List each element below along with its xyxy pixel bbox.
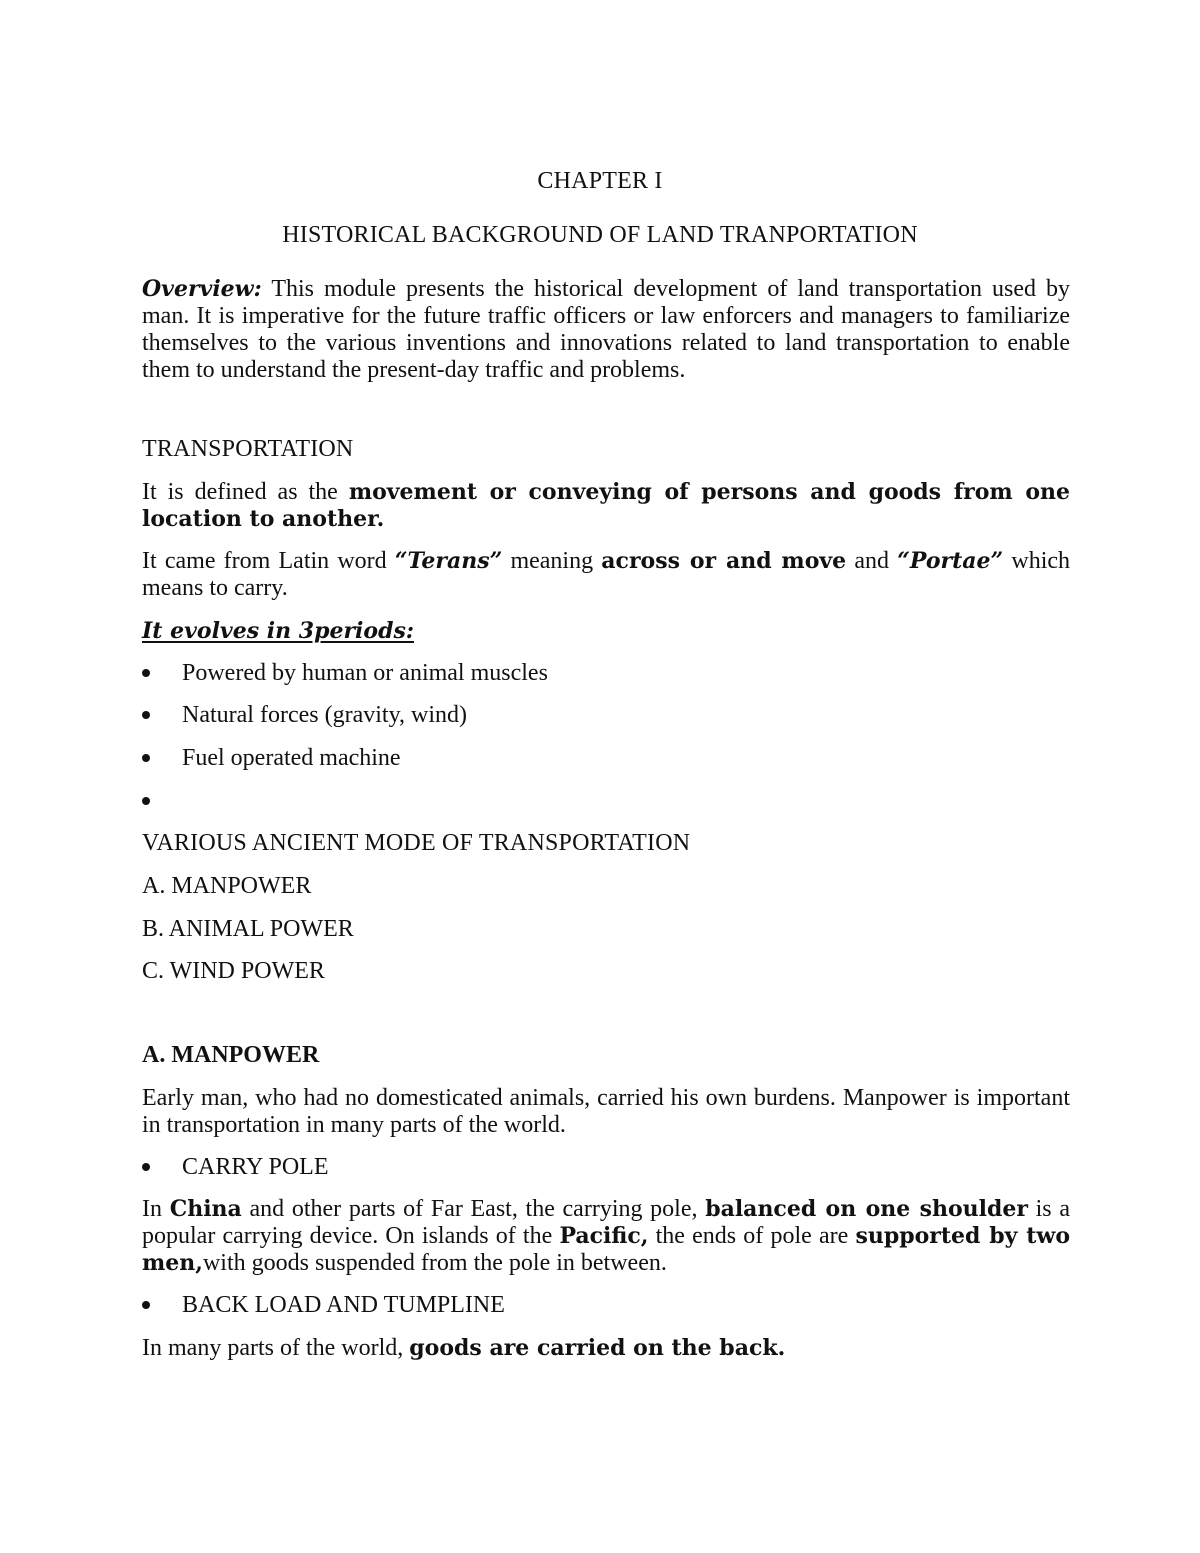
bullet-icon — [142, 754, 150, 762]
back-load-text: In many parts of the world, — [142, 1335, 410, 1361]
period-item — [142, 660, 1070, 687]
carry-pole-heading: CARRY POLE — [182, 1154, 329, 1180]
chapter-heading: CHAPTER I — [537, 168, 663, 194]
origin-bold: across or and move — [601, 548, 847, 574]
carry-pole-item — [142, 1154, 1070, 1181]
carry-pole-bold: supported by two men, — [142, 1223, 1070, 1276]
carry-pole-text: is a popular carrying device. On islands of the — [142, 1196, 1070, 1249]
period-item — [142, 702, 1070, 729]
carry-pole-text: In — [142, 1196, 170, 1222]
mode-item: B. ANIMAL POWER — [142, 916, 354, 942]
period-text: Fuel operated machine — [182, 745, 401, 771]
chapter-title: HISTORICAL BACKGROUND OF LAND TRANPORTATION — [282, 222, 918, 248]
period-item-empty — [142, 788, 1070, 815]
back-load-bold: goods are carried on the back. — [409, 1335, 786, 1361]
bullet-icon — [142, 1301, 150, 1309]
carry-pole-bold: balanced on one shoulder — [705, 1196, 1028, 1222]
overview-label: Overview: — [142, 276, 262, 302]
origin-text: which means to carry. — [142, 548, 1071, 601]
bullet-icon — [142, 1163, 150, 1171]
transportation-origin — [142, 548, 1070, 602]
carry-pole-bold: Pacific, — [559, 1223, 649, 1249]
periods-heading — [142, 618, 1070, 645]
modes-heading: VARIOUS ANCIENT MODE OF TRANSPORTATION — [142, 830, 691, 856]
origin-terans: “Terans” — [394, 548, 503, 574]
transportation-definition — [142, 479, 1070, 533]
carry-pole-bold: China — [169, 1196, 242, 1222]
origin-portae: “Portae” — [897, 548, 1004, 574]
back-load-item — [142, 1292, 1070, 1319]
back-load-paragraph — [142, 1335, 1070, 1362]
overview-text: This module presents the historical development of land transportation used by man. It is imperative for the future traffic officers or law enforcers and managers to familiarize themselves to the various inventions and innovations related to land transportation to enable them to understand the present-day traffic and problems. — [142, 276, 1070, 383]
bullet-icon — [142, 711, 150, 719]
bullet-icon — [142, 669, 150, 677]
carry-pole-text: the ends of pole are — [648, 1223, 856, 1249]
manpower-heading: A. MANPOWER — [142, 1042, 320, 1068]
transportation-heading: TRANSPORTATION — [142, 436, 354, 462]
carry-pole-text: and other parts of Far East, the carrying pole, — [241, 1196, 706, 1222]
period-item — [142, 745, 1070, 772]
origin-text: It came from Latin word — [142, 548, 395, 574]
period-text: Natural forces (gravity, wind) — [182, 702, 467, 728]
mode-item: C. WIND POWER — [142, 958, 325, 984]
back-load-heading: BACK LOAD AND TUMPLINE — [182, 1292, 505, 1318]
period-text: Powered by human or animal muscles — [182, 660, 548, 686]
carry-pole-paragraph — [142, 1196, 1070, 1277]
overview-paragraph — [142, 276, 1070, 384]
origin-text: meaning — [502, 548, 602, 574]
origin-text: and — [846, 548, 898, 574]
mode-item: A. MANPOWER — [142, 873, 312, 899]
manpower-paragraph: Early man, who had no domesticated animals, carried his own burdens. Manpower is important in transportation in many parts of the world. — [142, 1085, 1070, 1138]
definition-text: It is defined as the — [142, 479, 349, 505]
definition-bold: movement or conveying of persons and goods from one location to another. — [142, 479, 1071, 532]
bullet-icon — [142, 797, 150, 805]
carry-pole-text: with goods suspended from the pole in between. — [202, 1250, 667, 1276]
periods-heading-text: It evolves in 3periods: — [142, 618, 414, 644]
